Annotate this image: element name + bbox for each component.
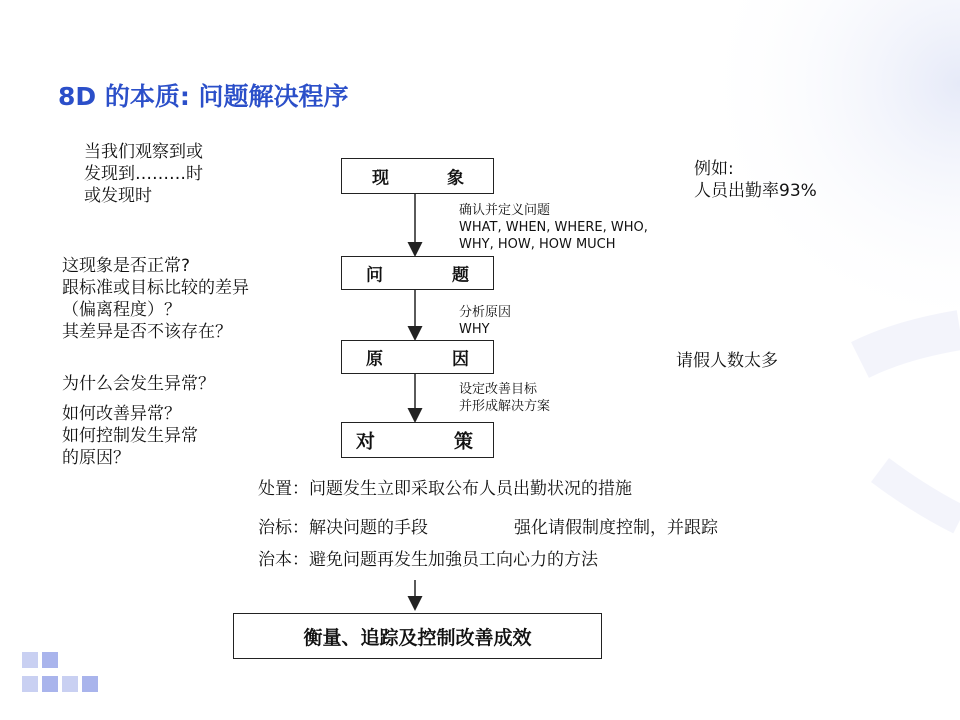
problem-box: 问 题: [341, 256, 494, 290]
cause-example-note: 请假人数太多: [676, 351, 778, 371]
step-solution-note: 设定改善目标 并形成解决方案: [459, 382, 551, 414]
why-note: 为什么会发生异常？: [62, 374, 215, 394]
disposal-text: 处置：问题发生立即采取公布人员出勤状况的措施: [258, 479, 632, 499]
countermeasure-box: 对 策: [341, 422, 494, 458]
step-analyze-note: 分析原因 WHY: [459, 305, 512, 337]
phenomenon-box: 现 象: [341, 158, 494, 194]
observe-note: 当我们观察到或 发现到………时 或发现时: [84, 142, 203, 206]
how-note: 如何改善异常？ 如何控制发生异常 的原因？: [62, 404, 198, 468]
symptom-detail-text: 强化请假制度控制，并跟踪: [514, 518, 718, 538]
abnormal-note: 这现象是否正常? 跟标准或目标比较的差异 （偏离程度）？ 其差异是否不该存在？: [62, 256, 249, 342]
symptom-text: 治标：解决问题的手段: [258, 518, 428, 538]
example-note: 例如: 人员出勤率93%: [694, 159, 817, 201]
page-title: 8D 的本质: 问题解决程序: [58, 82, 349, 111]
root-text: 治本：避免问题再发生加強员工向心力的方法: [258, 550, 598, 570]
cause-box: 原 因: [341, 340, 494, 374]
final-box: 衡量、追踪及控制改善成效: [233, 613, 602, 659]
step-define-note: 确认并定义问题 WHAT, WHEN, WHERE, WHO, WHY, HOW, HOW MUCH: [459, 203, 648, 252]
